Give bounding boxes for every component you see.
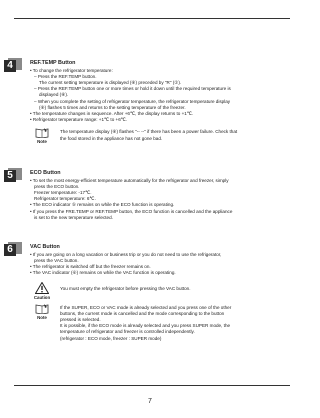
text-line: – Press the REF.TEMP button one or more times or hold it down until the required temperature is	[34, 86, 231, 92]
text-line: press the VAC button.	[34, 257, 79, 263]
text-line: Refrigerator temperature: 6℃.	[34, 196, 96, 202]
text-line: – When you complete the setting of refrigerator temperature, the refrigerator temperature display	[34, 98, 231, 104]
text-line: • To change the refrigerator temperature:	[30, 67, 113, 73]
note-block	[30, 305, 280, 342]
note-text: It is possible, if the ECO mode is already selected and you press SUPER mode, the	[60, 323, 231, 329]
text-line: • To set the most energy-efficient temperature automatically for the refrigerator and freezer, simply	[30, 177, 229, 183]
note-text: the food stored in the appliance has not gone bad.	[60, 135, 163, 141]
text-line: The current setting temperature is displayed (⑧) preceded by "R" (②).	[39, 80, 182, 85]
section-number: 6	[4, 244, 16, 256]
caution-text: You must empty the refrigerator before pressing the VAC button.	[60, 286, 191, 292]
text-line: • Refrigerator temperature range: +1℃ to +6℃.	[30, 117, 128, 123]
text-line: • If you are going on a long vacation or business trip or you do not need to use the refrigerator,	[30, 251, 222, 257]
note-icon	[32, 127, 52, 144]
note-block	[30, 129, 280, 145]
caution-icon-wrap	[32, 282, 52, 300]
text-line: is set to the new temperature selected.	[34, 214, 113, 220]
note-icon-wrap	[32, 303, 52, 320]
text-line: (⑧) flashes 5 times and returns to the setting temperature of the freezer.	[39, 104, 186, 110]
section-title: REF.TEMP Button	[30, 60, 76, 66]
note-text: (refrigerator : ECO mode, freezer : SUPER mode)	[60, 335, 162, 341]
section-ref-temp	[7, 60, 280, 145]
section-number-badge	[4, 170, 22, 182]
caution-label: Caution	[33, 295, 51, 301]
section-number-badge	[4, 60, 22, 72]
note-label: Note	[37, 139, 47, 145]
text-line: • The VAC indicator (⑥) remains on while the VAC function is operating.	[30, 270, 176, 276]
text-line: • If you press the FRE.TEMP or REF.TEMP button, the ECO function is cancelled and the appliance	[30, 208, 233, 214]
note-text: buttons, the current mode is cancelled and the mode corresponding to the button	[60, 310, 225, 316]
note-text: If the SUPER, ECO or VAC mode is already selected and you press one of the other	[60, 304, 232, 310]
section-number: 4	[4, 60, 16, 72]
section-eco	[7, 170, 280, 221]
note-icon	[35, 303, 49, 314]
note-label: Note	[37, 314, 47, 320]
text-line: – Press the REF.TEMP button.	[34, 73, 97, 79]
caution-icon	[35, 282, 49, 294]
note-text: temperature of refrigerator and freezer is controlled independently.	[60, 329, 195, 335]
section-title: VAC Button	[30, 244, 60, 250]
section-vac	[7, 244, 280, 342]
note-text: The temperature display (⑧) flashes "-- --" if there has been a power failure. Check that	[60, 129, 238, 135]
text-line: displayed (⑧).	[39, 92, 69, 98]
text-line: • The temperature changes in sequence. After +6℃, the display returns to +1℃.	[30, 111, 194, 117]
text-line: • The refrigerator is switched off but the freezer remains on.	[30, 264, 151, 269]
caution-block	[30, 284, 280, 301]
text-line: • The ECO indicator ⑤ remains on while the ECO function is operating.	[30, 202, 175, 208]
section-number-badge	[4, 244, 22, 256]
section-number: 5	[4, 170, 16, 182]
text-line: press the ECO button.	[34, 183, 80, 189]
page-number: 7	[148, 398, 152, 405]
note-text: pressed is selected.	[60, 317, 101, 323]
section-title: ECO Button	[30, 170, 61, 176]
text-line: Freezer temperature: -17℃.	[34, 190, 92, 195]
